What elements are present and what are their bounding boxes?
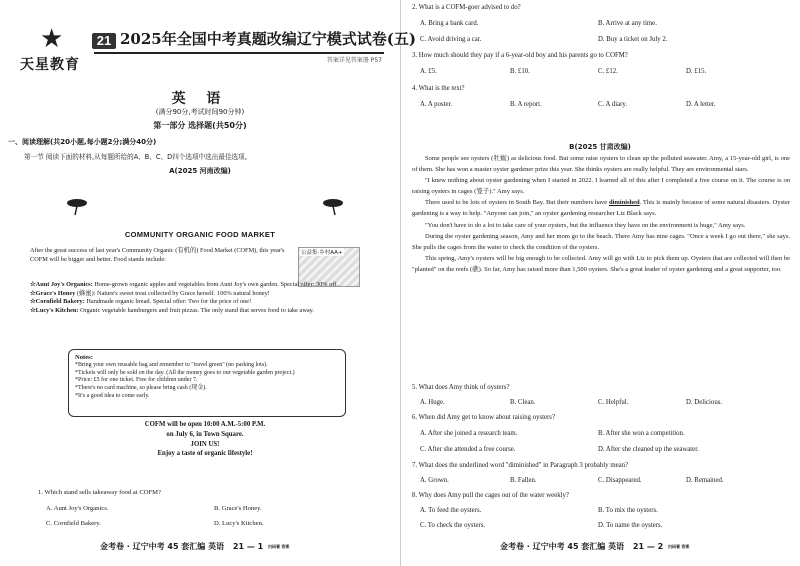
passage-b-label: B(2025 甘肃改编) [569, 143, 631, 151]
photo-caption: 公益集·乡村AA+ [301, 250, 343, 256]
answer-option[interactable]: B. Arrive at any time. [598, 20, 657, 27]
paragraph: Some people see oysters (牡蛎) as delicious food. But some raise oysters to clean up the polluted seawater. Amy, a 15-year-old girl, is one of them. She has won a master oyster gardener prize this year. She thinks oysters are really helpful. They are environmental stars. [412, 155, 790, 174]
footer-text: 金考卷 · 辽宁中考 45 套汇编 英语 [100, 542, 225, 551]
pushpin-icon [322, 198, 344, 216]
opening-line: on July 6, in Town Square. [166, 430, 244, 438]
answer-option[interactable]: B. Clean. [510, 399, 536, 406]
page-footer [100, 541, 289, 552]
question-stem: 8. Why does Amy pull the cages out of the water weekly? [412, 492, 569, 499]
answer-option[interactable]: D. Remained. [686, 477, 724, 484]
answer-option[interactable]: A. £5. [420, 68, 437, 75]
paragraph [412, 197, 790, 219]
answer-option[interactable]: A. After she joined a research team. [420, 430, 518, 437]
poster-title: COMMUNITY ORGANIC FOOD MARKET [124, 230, 276, 239]
paragraph: "You don't have to do a lot to take care of your oysters, but the influence they have on the environment is huge," Amy says. [425, 221, 746, 229]
notes-box [68, 349, 346, 417]
section-instruction: 第一节 阅读下面的材料,从每题所给的A、B、C、D四个选项中选出最佳选项。 [24, 153, 252, 161]
opening-info [60, 420, 350, 459]
qr-hint: 扫码看 答案 [267, 543, 290, 549]
question-stem: 1. Which stand sells takeaway food at COFM? [38, 489, 161, 496]
stand-description: Home-grown organic apples and vegetables from Aunt Joy's own garden. Special offer: 30% off. [92, 281, 338, 288]
page-footer [500, 541, 689, 552]
question-stem: 2. What is a COFM-goer advised to do? [412, 4, 521, 11]
answer-option[interactable]: C. Cornfield Bakery. [46, 520, 101, 527]
underlined-keyword: diminished [608, 199, 640, 207]
answer-option[interactable]: C. A diary. [598, 101, 628, 108]
stand-description: (蜂蜜): Nature's sweet treat collected by Grace herself. 100% natural honey! [75, 289, 270, 297]
stand-description: Organic vegetable hamburgers and fruit pizzas. The only stand that serves food to take away. [78, 306, 314, 314]
answer-option[interactable]: D. Delicious. [686, 399, 723, 406]
answer-option[interactable]: D. Lucy's Kitchen. [214, 520, 264, 527]
paper-title: 2025年全国中考真题改编辽宁模式试卷(五) [120, 30, 416, 48]
list-item: *Tickets will only be sold on the day. (All the money goes to our vegetable garden project.) [75, 369, 295, 376]
list-item: *Bring your own reusable bag and remember to "travel green" (no parking lots). [75, 361, 268, 368]
stand-name: ☆Cornfield Bakery: [30, 298, 85, 306]
paragraph: "I knew nothing about oyster gardening when I started in 2022. I learned all of this after I completed a free course on it. The course is on raising oysters in cages (笼子)." Amy says. [412, 177, 790, 196]
list-item [30, 307, 340, 316]
footer-text: 金考卷 · 辽宁中考 45 套汇编 英语 [500, 542, 625, 551]
answer-reference: 答案详见答案册 P57 [326, 57, 382, 64]
question-stem: 3. How much should they pay if a 6-year-old boy and his parents go to COFM? [412, 52, 628, 59]
answer-option[interactable]: C. £12. [598, 68, 618, 75]
answer-option[interactable]: C. Helpful. [598, 399, 629, 406]
opening-line: Enjoy a taste of organic lifestyle! [157, 450, 253, 458]
question-stem: 7. What does the underlined word "diminished" in Paragraph 3 probably mean? [412, 462, 629, 469]
question-stem: 4. What is the text? [412, 85, 465, 92]
paragraph-text: There used to be lots of oysters in South Bay. But their numbers have [425, 199, 609, 207]
answer-option[interactable]: B. Grace's Honey. [214, 505, 262, 512]
answer-option[interactable]: B. £10. [510, 68, 530, 75]
list-item: *There's no card machine, so please bring cash (现金). [75, 385, 207, 392]
subject-heading: 英 语 [171, 91, 229, 107]
poster-intro-text: After the great success of last year's Community Organic (有机的) Food Market (COFM), this year's COFM will be bigger and better. Food stands include: [30, 247, 285, 263]
stand-description: Handmade organic bread. Special offer: Two for the price of one! [84, 298, 252, 306]
page-number: 21 — 2 [632, 542, 664, 551]
pushpin-icon [66, 198, 88, 216]
paragraph: This spring, Amy's oysters will be big enough to be collected. Amy will go with Liz to pick them up. Oysters that are collected will then be "planted" on the reefs (礁). So far, Amy has raised more than 1,500 oysters. She's a great leader of oyster gardening and a great supporter, too. [412, 254, 790, 273]
paper-number-badge: 21 [92, 33, 116, 49]
answer-option[interactable]: D. A letter. [686, 101, 716, 108]
qr-hint: 扫码看 答案 [667, 543, 690, 549]
score-note: (满分90分,考试时间90分钟) [155, 108, 245, 116]
answer-option[interactable]: B. Fallen. [510, 477, 537, 484]
list-item: *It's a good idea to come early. [75, 392, 150, 399]
answer-option[interactable]: C. Disappeared. [598, 477, 642, 484]
logo-text: 天星教育 [20, 56, 80, 72]
right-page [400, 0, 800, 566]
answer-option[interactable]: A. Huge. [420, 399, 445, 406]
answer-option[interactable]: C. Avoid driving a car. [420, 36, 482, 43]
opening-line: JOIN US! [190, 440, 220, 448]
page-number: 21 — 1 [232, 542, 264, 551]
brand-logo [20, 26, 90, 74]
passage-a-label: A(2025 河南改编) [169, 167, 231, 175]
list-item [30, 298, 340, 307]
section-title: 一、阅读理解(共20小题,每小题2分;满分40分) [8, 138, 157, 146]
stand-name: ☆Lucy's Kitchen: [30, 306, 79, 314]
opening-line: COFM will be open 10:00 A.M.-5:00 P.M. [144, 421, 266, 428]
list-item: *Price: £5 for one ticket. Free for children under 7. [75, 377, 198, 384]
answer-option[interactable]: D. £15. [686, 68, 707, 75]
food-stand-list [30, 281, 340, 315]
paragraph-text: . This is mainly because of some natural disasters. Oyster gardening is a way to help. "Anyone can join," an oyster gardening researcher Liz Black says. [412, 199, 791, 218]
question-stem: 5. What does Amy think of oysters? [412, 384, 510, 391]
passage-b-body [412, 153, 790, 275]
paragraph: During the oyster gardening season, Amy and her mom go to the beach. There Amy has nine cages. "Once a week I go out there," she says. She pulls the cages from the water to check the condition of the oysters. [412, 232, 790, 251]
answer-option[interactable]: A. Bring a bank card. [420, 20, 479, 27]
answer-option[interactable]: A. To feed the oysters. [420, 507, 482, 514]
star-mascot-icon: ★ [40, 24, 64, 53]
question-stem: 6. When did Amy get to know about raising oysters? [412, 414, 555, 421]
answer-option[interactable]: C. To check the oysters. [420, 522, 486, 529]
part-title: 第一部分 选择题(共50分) [153, 121, 247, 130]
answer-option[interactable]: D. After she cleaned up the seawater. [598, 446, 699, 453]
header-rule [94, 52, 384, 54]
answer-option[interactable]: A. Grown. [420, 477, 449, 484]
answer-option[interactable]: D. Buy a ticket on July 2. [598, 36, 668, 43]
answer-option[interactable]: B. After she won a competition. [598, 430, 685, 437]
answer-option[interactable]: D. To name the oysters. [598, 522, 663, 529]
list-item [30, 281, 340, 290]
answer-option[interactable]: A. A poster. [420, 101, 453, 108]
stand-name: ☆Grace's Honey [30, 289, 76, 297]
poster-intro [30, 247, 295, 264]
list-item [30, 290, 340, 299]
answer-option[interactable]: C. After she attended a free course. [420, 446, 516, 453]
stand-name: ☆Aunt Joy's Organics: [30, 281, 93, 288]
notes-heading: Notes: [75, 354, 93, 361]
answer-option[interactable]: A. Aunt Joy's Organics. [46, 505, 109, 512]
answer-option[interactable]: B. A report. [510, 101, 542, 108]
answer-option[interactable]: B. To mix the oysters. [598, 507, 658, 514]
